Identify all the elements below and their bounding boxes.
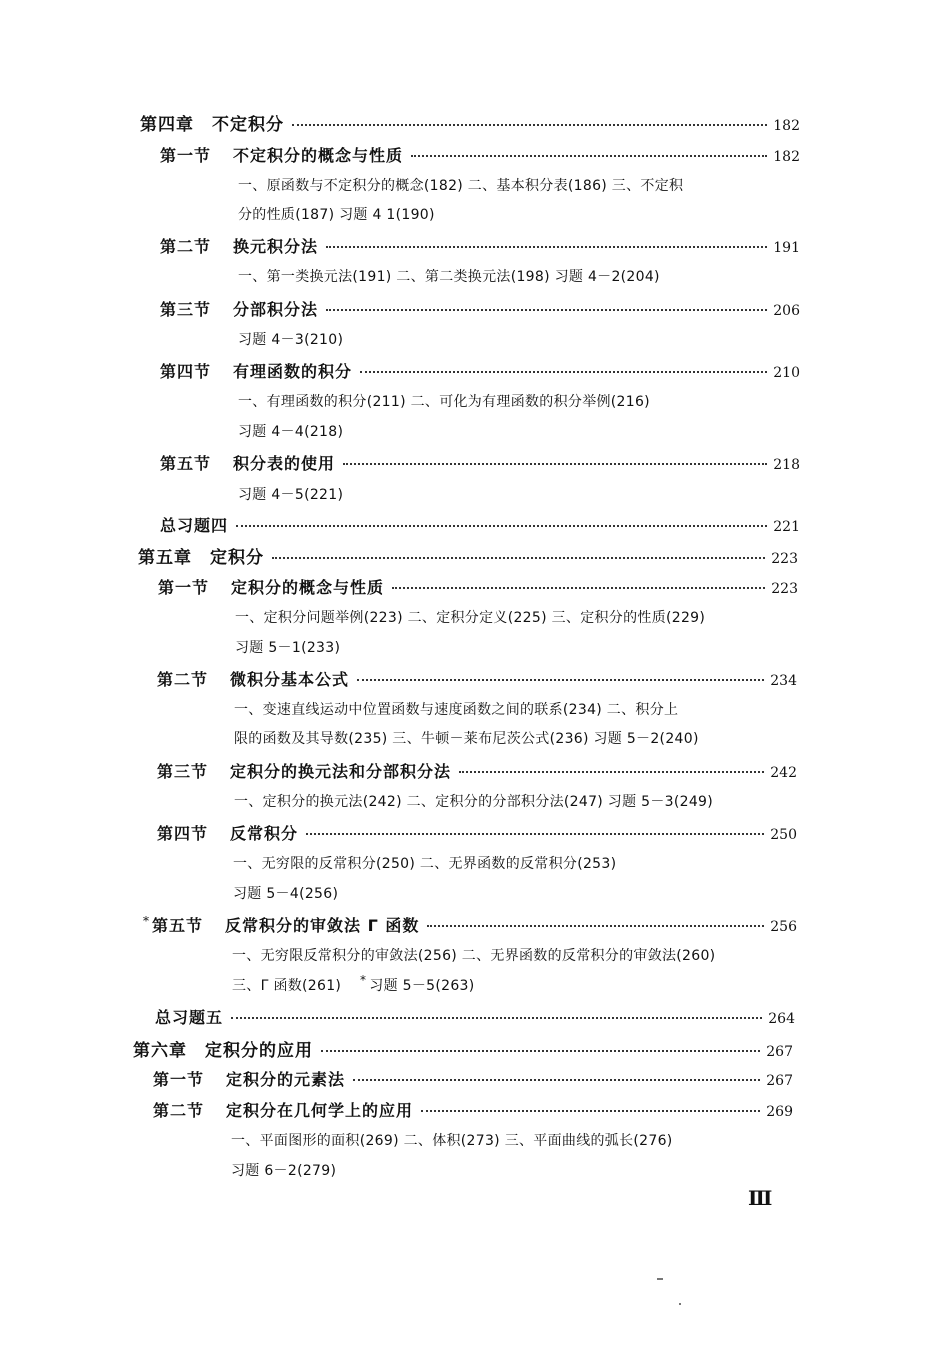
page-number: 182 <box>773 149 800 165</box>
toc-section-5-3[interactable] <box>157 759 797 782</box>
dot-leader <box>421 1110 760 1112</box>
page-number: 218 <box>773 457 800 473</box>
optional-star-mark: * <box>143 914 149 928</box>
page-number: 269 <box>766 1104 793 1120</box>
section-title: 反常积分的审敛法 Γ 函数 <box>225 916 420 935</box>
section-label: 第二节 <box>157 670 209 689</box>
dot-leader <box>427 925 764 927</box>
dot-leader <box>360 371 767 373</box>
toc-review-5[interactable] <box>155 1005 795 1028</box>
toc-review-4[interactable] <box>160 513 800 536</box>
toc-subtopics: 一、定积分问题举例(223) 二、定积分定义(225) 三、定积分的性质(229) <box>235 610 706 626</box>
section-label: 第三节 <box>160 300 212 319</box>
dot-leader <box>343 463 767 465</box>
toc-exercise: 习题 4－3(210) <box>238 332 344 348</box>
chapter-label: 第五章 <box>138 548 192 568</box>
toc-section-4-3[interactable] <box>160 297 800 320</box>
section-label: 第五节 <box>160 454 212 473</box>
section-label: 第四节 <box>157 824 209 843</box>
toc-section-5-2[interactable] <box>157 667 797 690</box>
chapter-title: 不定积分 <box>212 115 284 135</box>
page-number: 206 <box>773 303 800 319</box>
toc-subtopics <box>232 975 475 995</box>
toc-subtopics: 一、原函数与不定积分的概念(182) 二、基本积分表(186) 三、不定积 <box>238 178 684 194</box>
toc-subtopics: 一、有理函数的积分(211) 二、可化为有理函数的积分举例(216) <box>238 394 650 410</box>
section-label: 第二节 <box>153 1101 205 1120</box>
page-number: 234 <box>770 673 797 689</box>
dot-leader <box>357 679 764 681</box>
page-number: 191 <box>773 240 800 256</box>
dot-leader <box>236 525 767 527</box>
section-title: 定积分的元素法 <box>226 1070 346 1089</box>
toc-chapter-6[interactable] <box>133 1036 793 1061</box>
section-title: 定积分在几何学上的应用 <box>226 1101 414 1120</box>
toc-exercise: 习题 5－5(263) <box>369 978 475 994</box>
toc-exercise: 习题 5－4(256) <box>233 886 339 902</box>
toc-subtopics: 一、变速直线运动中位置函数与速度函数之间的联系(234) 二、积分上 <box>234 702 679 718</box>
page-number: 221 <box>773 519 800 535</box>
dot-leader <box>292 124 767 126</box>
page-number: 256 <box>770 919 797 935</box>
page-number: 242 <box>770 765 797 781</box>
section-title: 不定积分的概念与性质 <box>233 146 404 165</box>
scan-speck <box>657 1278 663 1280</box>
toc-subtopics: 分的性质(187) 习题 4 1(190) <box>238 207 435 223</box>
section-label: 第一节 <box>158 578 210 597</box>
page-number-roman: Ⅲ <box>748 1186 771 1210</box>
subtopic-gamma: 三、Γ 函数(261) <box>232 978 342 994</box>
section-title: 微积分基本公式 <box>230 670 350 689</box>
toc-subtopics: 一、平面图形的面积(269) 二、体积(273) 三、平面曲线的弧长(276) <box>231 1133 673 1149</box>
dot-leader <box>272 557 765 559</box>
dot-leader <box>326 246 767 248</box>
section-title: 反常积分 <box>230 824 299 843</box>
toc-exercise: 习题 5－1(233) <box>235 640 341 656</box>
optional-star-mark: * <box>359 973 367 987</box>
dot-leader <box>231 1017 762 1019</box>
page-number: 264 <box>768 1011 795 1027</box>
toc-section-5-4[interactable] <box>157 821 797 844</box>
toc-section-6-2[interactable] <box>153 1098 793 1121</box>
dot-leader <box>326 309 767 311</box>
section-title: 定积分的概念与性质 <box>231 578 385 597</box>
chapter-label: 第六章 <box>133 1041 187 1061</box>
section-title: 定积分的换元法和分部积分法 <box>230 762 452 781</box>
toc-section-4-1[interactable] <box>160 143 800 166</box>
dot-leader <box>306 833 764 835</box>
dot-leader <box>411 155 767 157</box>
chapter-label: 第四章 <box>140 115 194 135</box>
toc-section-6-1[interactable] <box>153 1067 793 1090</box>
chapter-title: 定积分的应用 <box>205 1041 313 1061</box>
section-label: 第五节 <box>152 916 204 935</box>
toc-section-4-4[interactable] <box>160 359 800 382</box>
page-number: 210 <box>773 365 800 381</box>
scan-speck <box>679 1303 681 1305</box>
section-title: 有理函数的积分 <box>233 362 353 381</box>
section-title: 积分表的使用 <box>233 454 336 473</box>
page-number: 250 <box>770 827 797 843</box>
toc-section-4-2[interactable] <box>160 234 800 257</box>
toc-exercise: 习题 4－5(221) <box>238 487 344 503</box>
toc-subtopics: 限的函数及其导数(235) 三、牛顿－莱布尼茨公式(236) 习题 5－2(240) <box>234 731 699 747</box>
dot-leader <box>459 771 764 773</box>
page-number: 223 <box>771 581 798 597</box>
section-label: 第二节 <box>160 237 212 256</box>
page-number: 267 <box>766 1044 793 1060</box>
toc-section-4-5[interactable] <box>160 451 800 474</box>
dot-leader <box>353 1079 760 1081</box>
page-number: 182 <box>773 118 800 134</box>
toc-chapter-4[interactable] <box>140 110 800 135</box>
toc-chapter-5[interactable] <box>138 543 798 568</box>
toc-subtopics: 一、无穷限反常积分的审敛法(256) 二、无界函数的反常积分的审敛法(260) <box>232 948 716 964</box>
section-label: 第一节 <box>153 1070 205 1089</box>
dot-leader <box>392 587 765 589</box>
toc-section-5-5[interactable] <box>143 913 797 936</box>
dot-leader <box>321 1050 760 1052</box>
toc-subtopics: 一、第一类换元法(191) 二、第二类换元法(198) 习题 4－2(204) <box>238 269 660 285</box>
toc-subtopics: 一、无穷限的反常积分(250) 二、无界函数的反常积分(253) <box>233 856 617 872</box>
section-label: 第四节 <box>160 362 212 381</box>
chapter-title: 定积分 <box>210 548 264 568</box>
toc-exercise: 习题 6－2(279) <box>231 1163 337 1179</box>
toc-subtopics: 一、定积分的换元法(242) 二、定积分的分部积分法(247) 习题 5－3(249) <box>234 794 713 810</box>
section-label: 第一节 <box>160 146 212 165</box>
section-title: 换元积分法 <box>233 237 319 256</box>
toc-exercise: 习题 4－4(218) <box>238 424 344 440</box>
review-title: 总习题五 <box>155 1008 224 1027</box>
page-number: 267 <box>766 1073 793 1089</box>
page-number: 223 <box>771 551 798 567</box>
section-title: 分部积分法 <box>233 300 319 319</box>
review-title: 总习题四 <box>160 516 229 535</box>
section-label: 第三节 <box>157 762 209 781</box>
toc-section-5-1[interactable] <box>158 575 798 598</box>
